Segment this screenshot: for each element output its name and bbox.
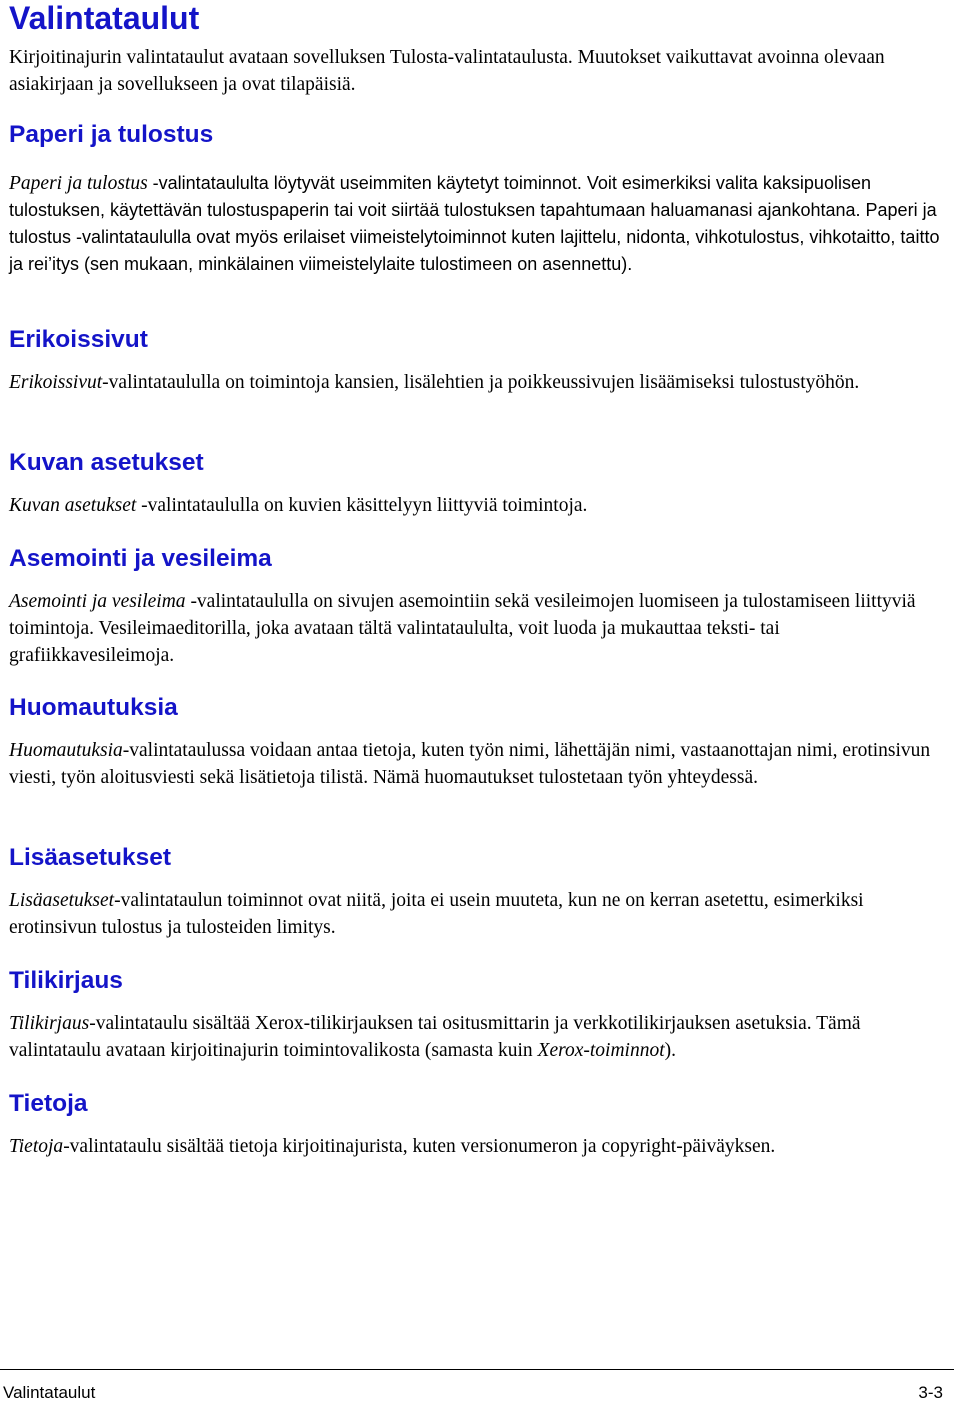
intro-paragraph: Kirjoitinajurin valintataulut avataan sovelluksen Tulosta-valintataulusta. Muutokset vaikuttavat avoinna olevaan asiakirjaan ja sovellukseen ja ovat tilapäisiä. [9,47,885,95]
section-lisaasetukset [9,843,949,941]
section-emphasis: Erikoissivut [9,372,103,393]
section-emphasis: Tietoja [9,1136,64,1157]
section-body [9,1133,949,1160]
section-tilikirjaus [9,966,949,1064]
section-text: -valintataululla on kuvien käsittelyyn liittyviä toimintoja. [136,495,588,516]
section-text: -valintataulu sisältää tietoja kirjoitinajurista, kuten versionumeron ja copyright-päiväyksen. [63,1136,776,1157]
section-body [9,1010,949,1064]
section-emphasis: Kuvan asetukset [9,495,137,516]
section-emphasis: Asemointi ja vesileima [9,591,186,612]
section-emphasis: Huomautuksia [9,740,123,761]
section-heading: Tilikirjaus [9,967,123,994]
section-emphasis: Tilikirjaus [9,1013,90,1034]
section-kuvan-asetukset [9,448,949,519]
footer-page-number: 3-3 [918,1383,943,1402]
section-heading: Kuvan asetukset [9,449,204,476]
section-heading: Lisäasetukset [9,844,172,871]
section-text: -valintataululla on sivujen asemointiin sekä vesileimojen luomiseen ja tulostamiseen liittyviä toimintoja. Vesileimaeditorilla, joka avataan tältä valintataululta, voit luoda ja mukauttaa teksti- tai grafiikkavesileimoja. [9,591,916,666]
footer-chapter-title: Valintataulut [3,1383,96,1402]
section-heading: Asemointi ja vesileima [9,545,272,572]
section-text: -valintataulu sisältää Xerox-tilikirjauksen tai ositusmittarin ja verkkotilikirjauksen asetuksia. Tämä valintataulu avataan kirjoitinajurin toimintovalikosta (samasta kuin [9,1013,861,1061]
section-heading: Huomautuksia [9,694,178,721]
page-title: Valintataulut [9,0,200,36]
section-heading: Erikoissivut [9,326,148,353]
section-text: -valintataululla on toimintoja kansien, lisälehtien ja poikkeussivujen lisäämiseksi tulostustyöhön. [102,372,860,393]
section-emphasis: Paperi ja tulostus [9,173,148,194]
section-text-sans: -valintataululta löytyvät useimmiten käytetyt toiminnot. Voit esimerkiksi valita kaksipuolisen tulostuksen, käytettävän tulostuspaperin tai voit siirtää tulostuksen tapahtumaan haluamanasi ajankohtana. [9,173,871,220]
section-body [9,737,949,791]
section-text: -valintataulussa voidaan antaa tietoja, kuten työn nimi, lähettäjän nimi, vastaanottajan nimi, erotinsivun viesti, työn aloitusviesti sekä lisätietoja tilistä. Nämä huomautukset tulostetaan työn yhteydessä. [9,740,931,788]
section-body [9,588,949,669]
section-huomautuksia [9,693,949,791]
section-emphasis: Lisäasetukset [9,890,115,911]
section-body [9,887,949,941]
section-text-continued: Paperi ja tulostus -valintataululla ovat myös erilaiset viimeistelytoiminnot kuten lajittelu, nidonta, vihkotulostus, vihkotaitto, taitto ja rei’itys (sen mukaan, minkälainen viimeistelylaite tulostimeen on asennettu). [9,200,940,274]
section-asemointi-ja-vesileima [9,544,949,669]
section-body [9,170,949,278]
section-heading: Paperi ja tulostus [9,121,214,148]
section-body [9,369,949,396]
section-emphasis-inline: Xerox-toiminnot [537,1040,665,1061]
section-body [9,492,949,519]
section-erikoissivut [9,325,949,396]
footer-divider [0,1369,954,1370]
section-paperi-ja-tulostus [9,120,949,278]
section-text: -valintataulun toiminnot ovat niitä, joita ei usein muuteta, kun ne on kerran asetettu, esimerkiksi erotinsivun tulostus ja tulosteiden limitys. [9,890,864,938]
section-tietoja [9,1089,949,1160]
section-heading: Tietoja [9,1090,88,1117]
section-text-end: ). [664,1040,677,1061]
